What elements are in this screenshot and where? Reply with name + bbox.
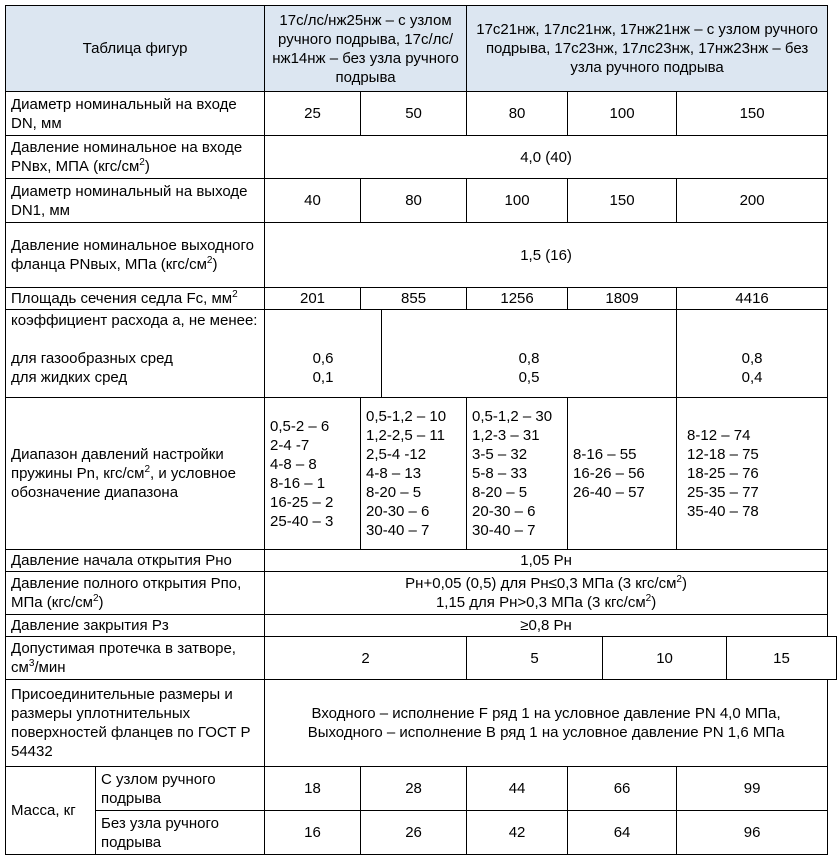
row-label [6, 310, 265, 398]
row-label [6, 288, 265, 310]
row-pn-in [6, 136, 837, 179]
row-open-pressure [6, 550, 837, 572]
range-item: 18-25 – 76 [687, 465, 759, 482]
cell-value: 26 [361, 811, 467, 855]
value-line-2 [270, 593, 822, 612]
cell-value: ≥0,8 Рн [265, 615, 828, 637]
range-item: 8-16 – 1 [270, 474, 326, 492]
range-item: 0,5-1,2 – 10 [366, 408, 447, 425]
value-text: 1,15 для Рн>0,3 МПа (3 кгс/см [435, 594, 646, 611]
row-mass-with [6, 767, 837, 811]
label-text: Допустимая протечка в затворе, см [11, 640, 236, 676]
cell-value: 42 [467, 811, 568, 855]
cell-value: 1809 [568, 288, 677, 310]
range-item: 1,2-3 – 31 [472, 427, 540, 444]
label-text: коэффициент расхода а, не менее: [11, 312, 258, 329]
value-line-1 [270, 574, 822, 593]
cell-value: 201 [265, 288, 361, 310]
range-item: 30-40 – 7 [472, 522, 536, 539]
range-item: 1,2-2,5 – 11 [366, 427, 445, 444]
cell-value: 1256 [467, 288, 568, 310]
superscript: 2 [144, 464, 151, 475]
value-text: Рн+0,05 (0,5) для Рн≤0,3 МПа (3 кгс/см [405, 575, 677, 592]
cell-value: 80 [467, 92, 568, 136]
superscript: 2 [676, 574, 682, 585]
cell-value: 4416 [677, 288, 828, 310]
range-item: 2-4 -7 [270, 436, 310, 454]
range-item: 4-8 – 13 [366, 465, 422, 482]
cell-value: 4,0 (40) [265, 136, 828, 179]
cell-value: 15 [727, 637, 837, 680]
row-close-pressure [6, 615, 837, 637]
liquid-value: 0,5 [518, 369, 540, 386]
cell-value [265, 680, 828, 767]
header-group-1: 17с/лс/нж25нж – с узлом ручного подрыва, 17с/лс/нж14нж – без узла ручного подрыва [265, 6, 467, 92]
cell-value: 28 [361, 767, 467, 811]
range-item: 35-40 – 78 [687, 503, 759, 520]
row-label [6, 398, 265, 550]
row-dn [6, 92, 837, 136]
cell-value: 44 [467, 767, 568, 811]
superscript: 2 [232, 289, 238, 300]
row-label [6, 136, 265, 179]
range-item: 20-30 – 6 [472, 503, 536, 520]
range-item: 4-8 – 8 [270, 455, 317, 473]
range-item: 25-35 – 77 [687, 484, 759, 501]
cell-value: 40 [265, 179, 361, 223]
label-tail: , и условное обозначение диапазона [11, 465, 236, 501]
label-text: Давление номинальное на входе PNвх, МПА (кгс/см [11, 139, 243, 175]
range-item: 3-5 – 32 [472, 446, 528, 463]
range-item: 26-40 – 57 [573, 484, 645, 501]
range-list-3 [467, 398, 568, 550]
row-label: Давление начала открытия Рно [6, 550, 265, 572]
range-item: 8-20 – 5 [366, 484, 422, 501]
superscript: 3 [28, 658, 35, 669]
range-item: 2,5-4 -12 [366, 446, 427, 463]
cell-value: 16 [265, 811, 361, 855]
range-item: 25-40 – 3 [270, 512, 334, 530]
range-item: 30-40 – 7 [366, 522, 430, 539]
superscript: 2 [206, 255, 213, 266]
superscript: 2 [645, 593, 652, 604]
label-tail: /мин [34, 659, 66, 676]
cell-value: 150 [677, 92, 828, 136]
label-tail: ) [144, 158, 150, 175]
cell-value [382, 310, 677, 398]
range-list-5 [677, 398, 828, 550]
row-sublabel: Без узла ручного подрыва [96, 811, 265, 855]
gas-label: для газообразных сред [11, 350, 173, 367]
label-text: Давление номинальное выходного фланца PNвых, МПа (кгс/см [11, 237, 254, 273]
superscript: 2 [92, 593, 99, 604]
cell-value: 66 [568, 767, 677, 811]
range-item: 16-26 – 56 [573, 465, 645, 482]
row-label [6, 223, 265, 288]
range-item: 0,5-2 – 6 [270, 417, 330, 435]
cell-value [265, 572, 828, 615]
value-tail: ) [681, 575, 687, 592]
range-item: 8-12 – 74 [687, 427, 751, 444]
label-text: Давление полного открытия Рпо, МПа (кгс/см [11, 575, 242, 611]
cell-value: 18 [265, 767, 361, 811]
cell-value: 855 [361, 288, 467, 310]
range-item: 8-20 – 5 [472, 484, 528, 501]
gas-value: 0,8 [518, 350, 540, 367]
cell-value [677, 310, 828, 398]
range-list-2 [361, 398, 467, 550]
value-line-1: Входного – исполнение F ряд 1 на условное давление PN 4,0 МПа, [311, 705, 781, 722]
label-tail: ) [98, 594, 104, 611]
row-label: Давление закрытия Рз [6, 615, 265, 637]
liquid-value: 0,1 [312, 369, 334, 386]
row-label: Диаметр номинальный на входе DN, мм [6, 92, 265, 136]
cell-value: 99 [677, 767, 828, 811]
superscript: 2 [139, 157, 145, 168]
label-tail: ) [212, 256, 218, 273]
cell-value: 25 [265, 92, 361, 136]
label-text: Площадь сечения седла Fc, мм [11, 290, 233, 307]
cell-value: 1,5 (16) [265, 223, 828, 288]
cell-value: 100 [568, 92, 677, 136]
row-label: Диаметр номинальный на выходе DN1, мм [6, 179, 265, 223]
cell-value: 50 [361, 92, 467, 136]
row-mass-without [6, 811, 837, 855]
liquid-label: для жидких сред [11, 369, 128, 386]
cell-value: 1,05 Рн [265, 550, 828, 572]
header-group-2: 17с21нж, 17лс21нж, 17нж21нж – с узлом ручного подрыва, 17с23нж, 17лс23нж, 17нж23нж – без узла ручного подрыва [467, 6, 828, 92]
cell-value: 10 [603, 637, 727, 680]
cell-value: 5 [467, 637, 603, 680]
row-dn1 [6, 179, 837, 223]
mass-label: Масса, кг [6, 767, 96, 855]
cell-value: 2 [265, 637, 467, 680]
range-list-1 [265, 398, 361, 550]
gas-value: 0,6 [312, 350, 334, 367]
row-area [6, 288, 837, 310]
cell-value: 150 [568, 179, 677, 223]
cell-value [265, 310, 382, 398]
range-item: 8-16 – 55 [573, 446, 637, 463]
range-item: 5-8 – 33 [472, 465, 528, 482]
row-pressure-range [6, 398, 837, 550]
gas-value: 0,8 [741, 350, 763, 367]
range-list-4 [568, 398, 677, 550]
liquid-value: 0,4 [741, 369, 763, 386]
row-label: Присоединительные размеры и размеры уплотнительных поверхностей фланцев по ГОСТ Р 54432 [6, 680, 265, 767]
cell-value: 96 [677, 811, 828, 855]
row-label [6, 637, 265, 680]
row-sublabel: С узлом ручного подрыва [96, 767, 265, 811]
row-full-open-pressure [6, 572, 837, 615]
label-text: Диапазон давлений настройки пружины Pn, кгс/см [11, 446, 224, 482]
range-item: 0,5-1,2 – 30 [472, 408, 553, 425]
specifications-table [5, 5, 837, 855]
row-flanges [6, 680, 837, 767]
range-item: 16-25 – 2 [270, 493, 334, 511]
row-leakage [6, 637, 837, 680]
cell-value: 100 [467, 179, 568, 223]
row-label [6, 572, 265, 615]
cell-value: 200 [677, 179, 828, 223]
header-row [6, 6, 837, 92]
range-item: 20-30 – 6 [366, 503, 430, 520]
value-tail: ) [651, 594, 657, 611]
cell-value: 80 [361, 179, 467, 223]
range-item: 12-18 – 75 [687, 446, 759, 463]
value-line-2: Выходного – исполнение B ряд 1 на условное давление PN 1,6 МПа [307, 724, 785, 741]
row-coefficient [6, 310, 837, 398]
header-title: Таблица фигур [6, 6, 265, 92]
cell-value: 64 [568, 811, 677, 855]
row-pn-out [6, 223, 837, 288]
